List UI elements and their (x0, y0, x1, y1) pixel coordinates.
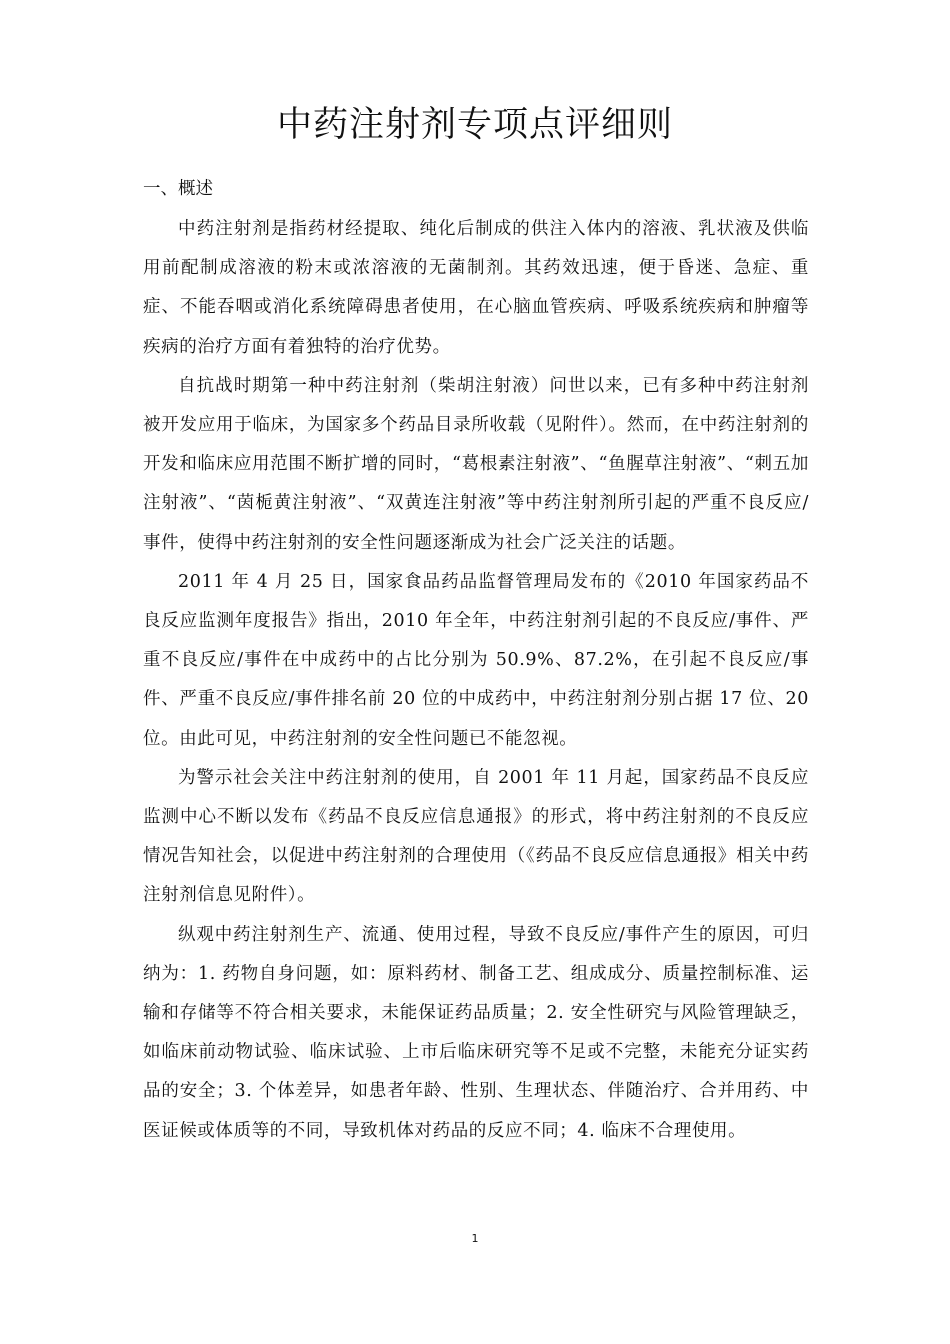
section-heading-overview: 一、概述 (143, 179, 213, 199)
document-title: 中药注射剂专项点评细则 (276, 105, 673, 145)
paragraph-history: 自抗战时期第一种中药注射剂（柴胡注射液）问世以来，已有多种中药注射剂被开发应用于临床，为国家多个药品目录所收载（见附件）。然而，在中药注射剂的开发和临床应用范围不断扩增的同时，“葛根素注射液”、“鱼腥草注射液”、“刺五加注射液”、“茵栀黄注射液”、“双黄连注射液”等中药注射剂所引起的严重不良反应/事件，使得中药注射剂的安全性问题逐渐成为社会广泛关注的话题。 (143, 375, 809, 553)
paragraph-2010-report: 2011 年 4 月 25 日，国家食品药品监督管理局发布的《2010 年国家药品不良反应监测年度报告》指出，2010 年全年，中药注射剂引起的不良反应/事件、严重不良反应/事件在中成药中的占比分别为 50.9%、87.2%，在引起不良反应/事件、严重不良反应/事件排名前 20 位的中成药中，中药注射剂分别占据 17 位、20 位。由此可见，中药注射剂的安全性问题已不能忽视。 (143, 571, 809, 749)
page-number: 1 (471, 1232, 479, 1245)
document-body (143, 170, 809, 1151)
paragraph-definition: 中药注射剂是指药材经提取、纯化后制成的供注入体内的溶液、乳状液及供临用前配制成溶液的粉末或浓溶液的无菌制剂。其药效迅速，便于昏迷、急症、重症、不能吞咽或消化系统障碍患者使用，在心脑血管疾病、呼吸系统疾病和肿瘤等疾病的治疗方面有着独特的治疗优势。 (143, 219, 809, 357)
paragraph-adr-bulletin: 为警示社会关注中药注射剂的使用，自 2001 年 11 月起，国家药品不良反应监测中心不断以发布《药品不良反应信息通报》的形式，将中药注射剂的不良反应情况告知社会，以促进中药注射剂的合理使用（《药品不良反应信息通报》相关中药注射剂信息见附件）。 (143, 767, 809, 906)
paragraph-causes: 纵观中药注射剂生产、流通、使用过程，导致不良反应/事件产生的原因，可归纳为：1. 药物自身问题，如：原料药材、制备工艺、组成成分、质量控制标准、运输和存储等不符合相关要求，未能保证药品质量；2. 安全性研究与风险管理缺乏，如临床前动物试验、临床试验、上市后临床研究等不足或不完整，未能充分证实药品的安全；3. 个体差异，如患者年龄、性别、生理状态、伴随治疗、合并用药、中医证候或体质等的不同，导致机体对药品的反应不同；4. 临床不合理使用。 (143, 924, 809, 1141)
